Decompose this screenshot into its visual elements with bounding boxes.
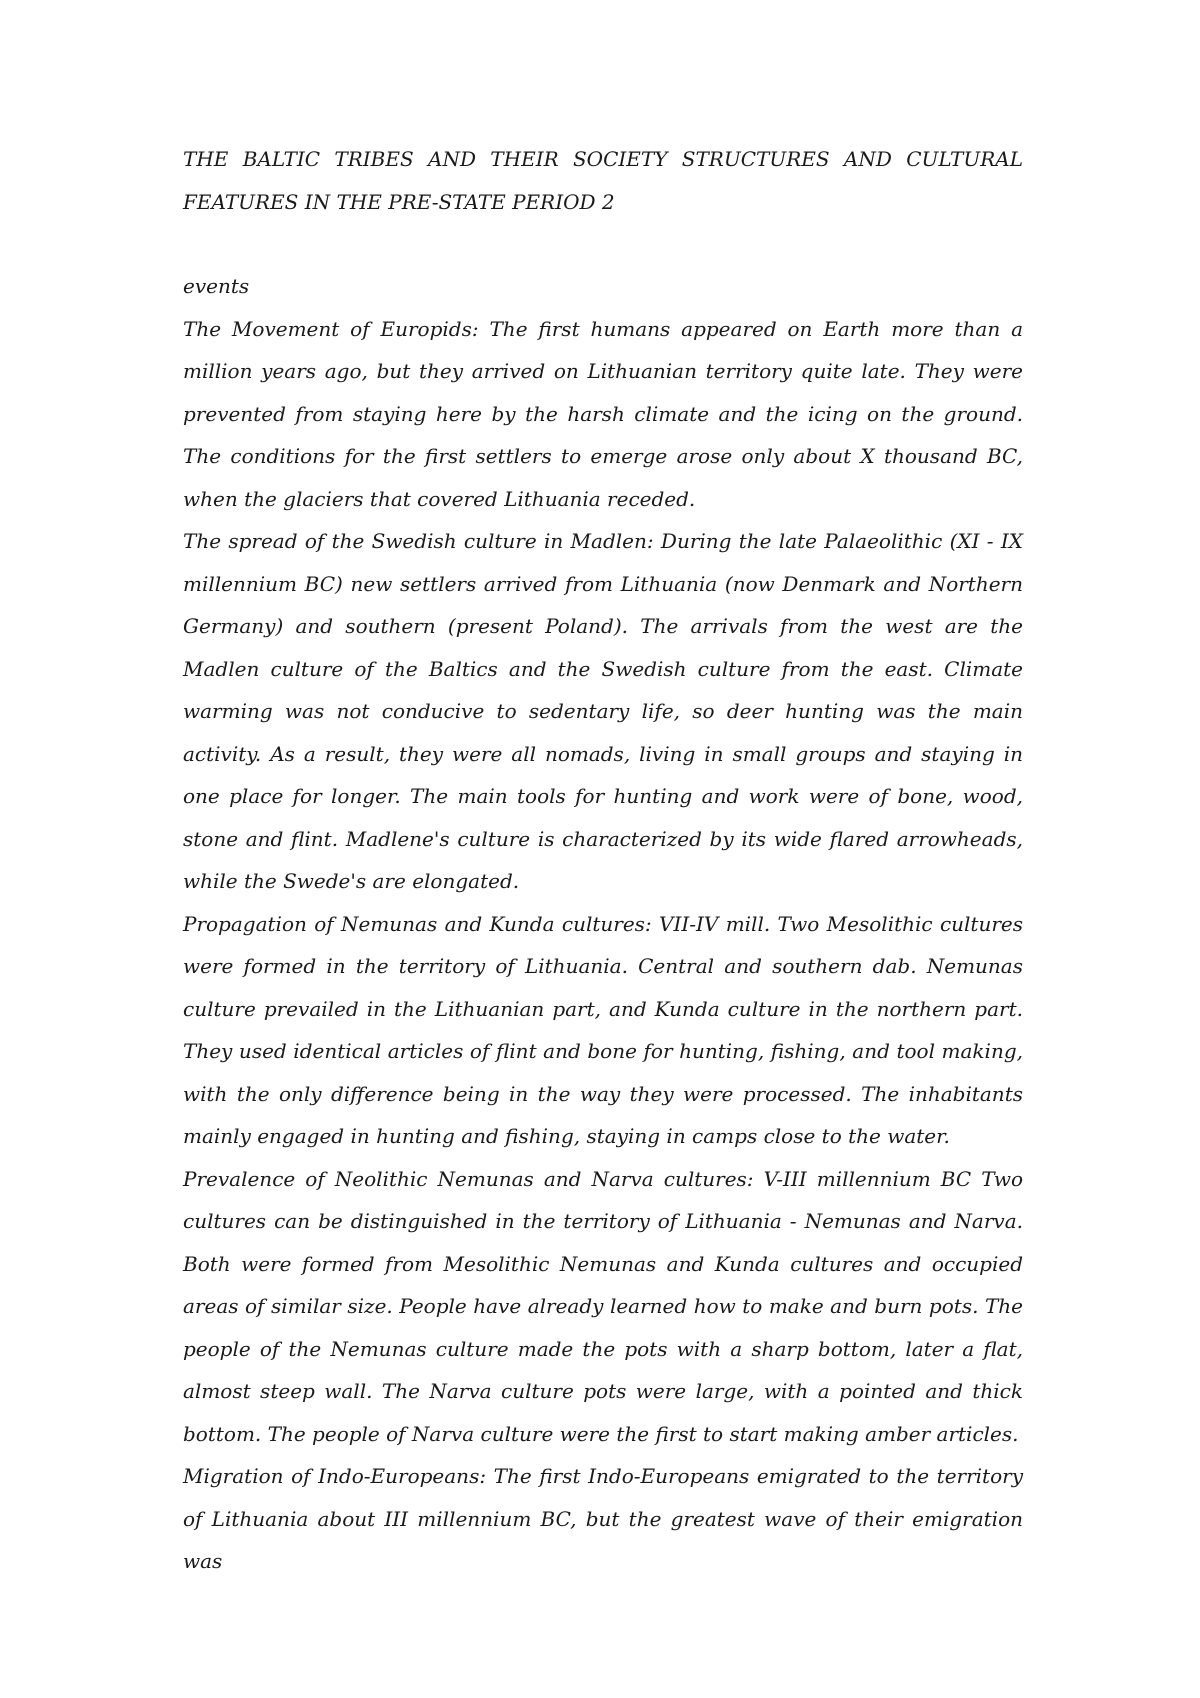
paragraph-europids: The Movement of Europids: The first humans appeared on Earth more than a million years ago, but they arrived on Lithuanian territory quite late. They were prevented from staying here by the harsh climate and the icing on the ground. The conditions for the first settlers to emerge arose only about X thousand BC, when the glaciers that covered Lithuania receded. [183,316,1023,511]
document-page [183,138,1023,1583]
paragraph-madlen-swedish: The spread of the Swedish culture in Madlen: During the late Palaeolithic (XI - IX millennium BC) new settlers arrived from Lithuania (now Denmark and Northern Germany) and southern (present Poland). The arrivals from the west are the Madlen culture of the Baltics and the Swedish culture from the east. Climate warming was not conducive to sedentary life, so deer hunting was the main activity. As a result, they were all nomads, living in small groups and staying in one place for longer. The main tools for hunting and work were of bone, wood, stone and flint. Madlene's culture is characterized by its wide flared arrowheads, while the Swede's are elongated. [183,529,1023,893]
paragraph-nemunas-kunda: Propagation of Nemunas and Kunda cultures: VII-IV mill. Two Mesolithic cultures were formed in the territory of Lithuania. Central and southern dab. Nemunas culture prevailed in the Lithuanian part, and Kunda culture in the northern part. They used identical articles of flint and bone for hunting, fishing, and tool making, with the only difference being in the way they were processed. The inhabitants mainly engaged in hunting and fishing, staying in camps close to the water. [183,911,1023,1148]
paragraph-indo-europeans: Migration of Indo-Europeans: The first Indo-Europeans emigrated to the territory of Lithuania about III millennium BC, but the greatest wave of their emigration was [183,1464,1023,1573]
paragraph-nemunas-narva: Prevalence of Neolithic Nemunas and Narva cultures: V-III millennium BC Two cultures can be distinguished in the territory of Lithuania - Nemunas and Narva. Both were formed from Mesolithic Nemunas and Kunda cultures and occupied areas of similar size. People have already learned how to make and burn pots. The people of the Nemunas culture made the pots with a sharp bottom, later a flat, almost steep wall. The Narva culture pots were large, with a pointed and thick bottom. The people of Narva culture were the first to start making amber articles. [183,1166,1023,1446]
section-label: events [183,274,250,298]
document-title: THE BALTIC TRIBES AND THEIR SOCIETY STRUCTURES AND CULTURAL FEATURES IN THE PRE-STATE PERIOD 2 [183,147,1023,214]
